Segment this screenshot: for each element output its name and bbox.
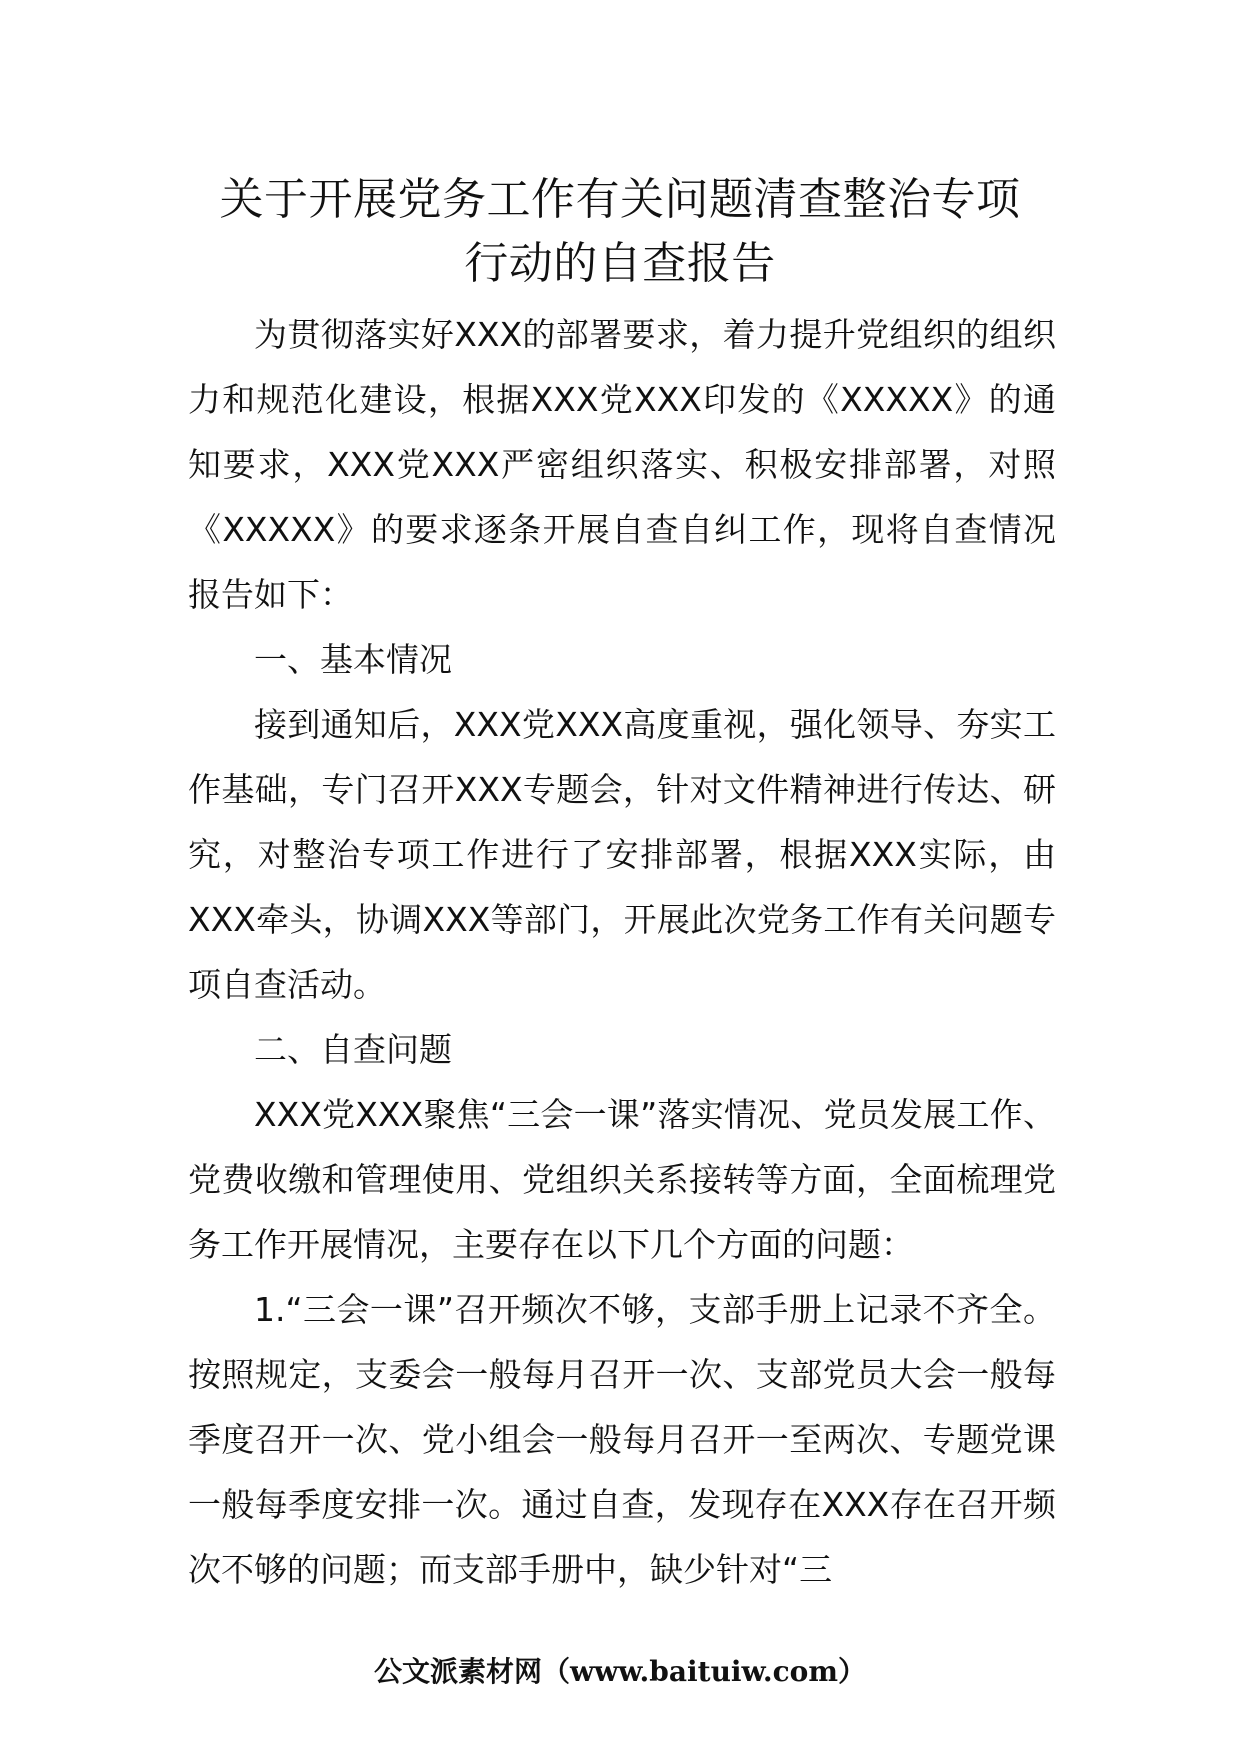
paragraph-basic-situation: 接到通知后，XXX党XXX高度重视，强化领导、夯实工作基础，专门召开XXX专题会，针对文件精神进行传达、研究，对整治专项工作进行了安排部署，根据XXX实际，由XXX牵头，协调XXX等部门，开展此次党务工作有关问题专项自查活动。 — [188, 705, 1056, 1004]
paragraph-self-check-issues: XXX党XXX聚焦“三会一课”落实情况、党员发展工作、党费收缴和管理使用、党组织关系接转等方面，全面梳理党务工作开展情况，主要存在以下几个方面的问题： — [188, 1095, 1056, 1264]
section-heading-self-check-issues: 二、自查问题 — [254, 1030, 452, 1069]
paragraph-intro: 为贯彻落实好XXX的部署要求，着力提升党组织的组织力和规范化建设，根据XXX党XXX印发的《XXXXX》的通知要求，XXX党XXX严密组织落实、积极安排部署，对照《XXXXX》的要求逐条开展自查自纠工作，现将自查情况报告如下： — [188, 315, 1056, 614]
footer-watermark: 公文派素材网（www.baituiw.com） — [374, 1655, 866, 1688]
document-title-line-2: 行动的自查报告 — [464, 238, 776, 289]
document-body — [188, 302, 1056, 1602]
document-title-line-1: 关于开展党务工作有关问题清查整治专项 — [219, 174, 1021, 225]
paragraph-issue-1: 1.“三会一课”召开频次不够，支部手册上记录不齐全。按照规定，支委会一般每月召开一次、支部党员大会一般每季度召开一次、党小组会一般每月召开一至两次、专题党课一般每季度安排一次。通过自查，发现存在XXX存在召开频次不够的问题；而支部手册中，缺少针对“三 — [188, 1290, 1056, 1589]
section-heading-basic-situation: 一、基本情况 — [254, 640, 452, 679]
